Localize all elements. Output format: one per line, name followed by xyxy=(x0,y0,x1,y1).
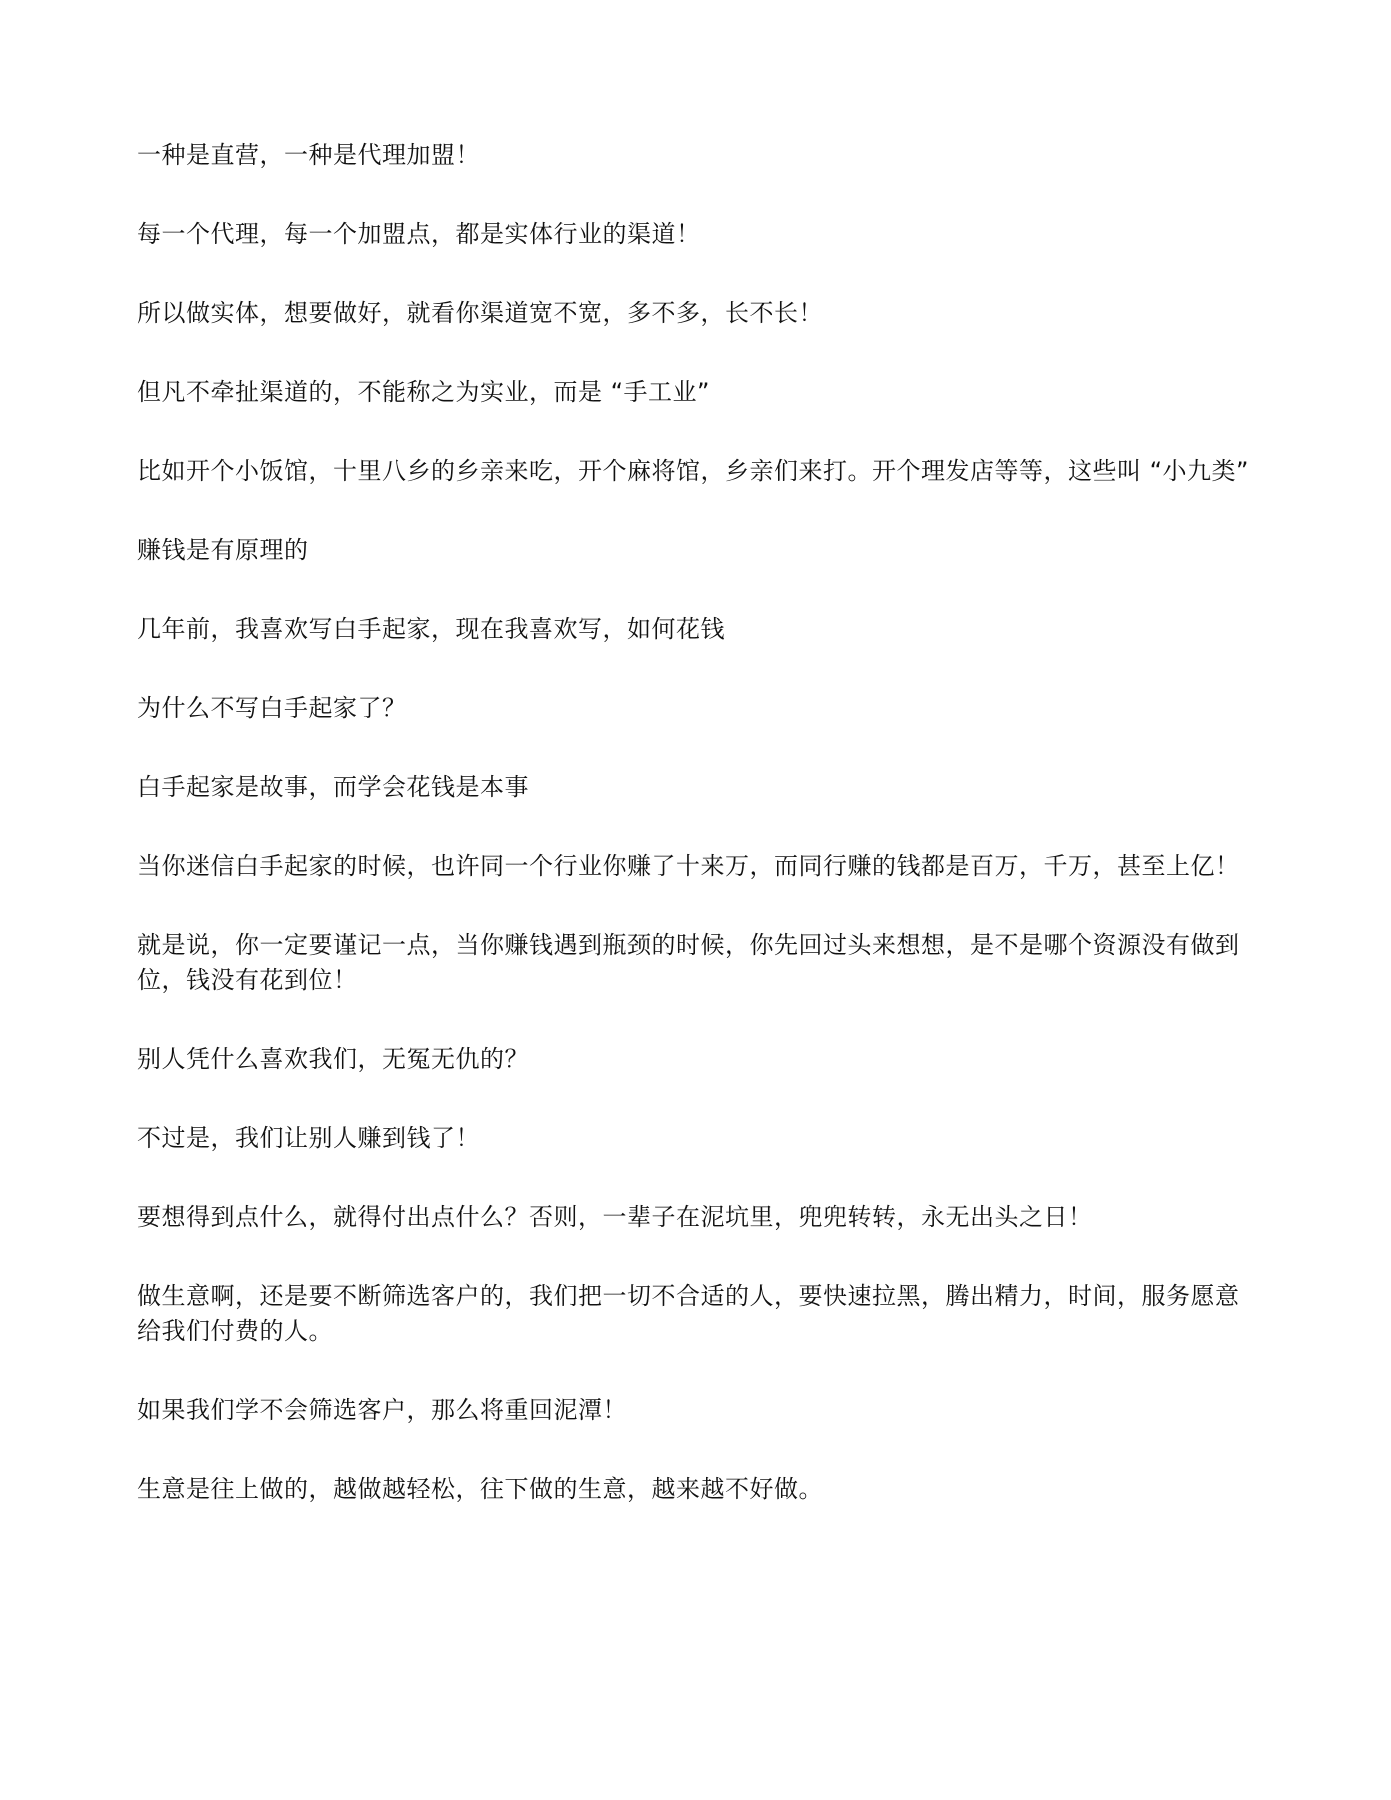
paragraph: 所以做实体，想要做好，就看你渠道宽不宽，多不多，长不长！ xyxy=(137,299,823,327)
paragraph: 就是说，你一定要谨记一点，当你赚钱遇到瓶颈的时候，你先回过头来想想，是不是哪个资源没有做到位，钱没有花到位！ xyxy=(137,931,1240,994)
paragraph: 为什么不写白手起家了？ xyxy=(137,694,407,722)
paragraph: 白手起家是故事，而学会花钱是本事 xyxy=(137,773,529,801)
paragraph: 别人凭什么喜欢我们，无冤无仇的？ xyxy=(137,1045,529,1073)
paragraph: 如果我们学不会筛选客户，那么将重回泥潭！ xyxy=(137,1396,627,1424)
paragraph: 不过是，我们让别人赚到钱了！ xyxy=(137,1124,480,1152)
document-body xyxy=(137,138,1257,1551)
paragraph: 生意是往上做的，越做越轻松，往下做的生意，越来越不好做。 xyxy=(137,1475,823,1503)
paragraph: 但凡不牵扯渠道的，不能称之为实业，而是 “手工业” xyxy=(137,378,710,406)
paragraph: 当你迷信白手起家的时候，也许同一个行业你赚了十来万，而同行赚的钱都是百万，千万，甚至上亿！ xyxy=(137,852,1240,880)
paragraph: 每一个代理，每一个加盟点，都是实体行业的渠道！ xyxy=(137,220,701,248)
paragraph: 一种是直营，一种是代理加盟！ xyxy=(137,141,480,169)
paragraph: 做生意啊，还是要不断筛选客户的，我们把一切不合适的人，要快速拉黑，腾出精力，时间，服务愿意给我们付费的人。 xyxy=(137,1282,1240,1345)
paragraph: 要想得到点什么，就得付出点什么？否则，一辈子在泥坑里，兜兜转转，永无出头之日！ xyxy=(137,1203,1093,1231)
paragraph: 几年前，我喜欢写白手起家，现在我喜欢写，如何花钱 xyxy=(137,615,725,643)
paragraph: 赚钱是有原理的 xyxy=(137,536,309,564)
paragraph: 比如开个小饭馆，十里八乡的乡亲来吃，开个麻将馆，乡亲们来打。开个理发店等等，这些叫 “小九类” xyxy=(137,457,1249,485)
